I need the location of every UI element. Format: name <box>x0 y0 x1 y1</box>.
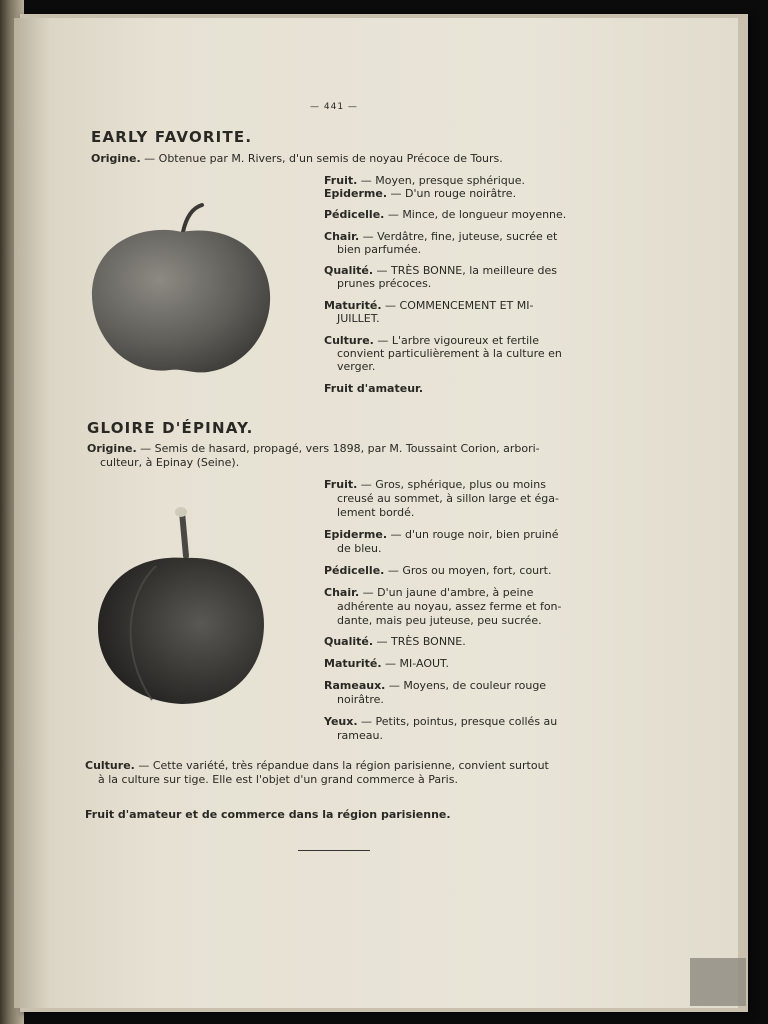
s2-chair <box>324 586 533 600</box>
s2-yeux <box>324 715 557 729</box>
s1-closing: Fruit d'amateur. <box>324 382 424 395</box>
s1-culture-cont: convient particulièrement à la culture en <box>337 347 562 360</box>
section-title-gloire-depinay: GLOIRE D'ÉPINAY. <box>87 419 254 437</box>
s2-culture <box>85 759 549 773</box>
s2-maturite-label: Maturité. <box>324 657 382 670</box>
s2-chair-text: — D'un jaune d'ambre, à peine <box>359 586 534 599</box>
s1-fruit <box>324 174 525 188</box>
closing-rule <box>298 850 370 851</box>
s2-culture-text: — Cette variété, très répandue dans la région parisienne, convient surtout <box>134 759 549 772</box>
s2-pedicelle-text: — Gros ou moyen, fort, court. <box>384 564 552 577</box>
s1-maturite-text: — COMMENCEMENT ET MI- <box>381 299 534 312</box>
s1-origine <box>91 152 503 166</box>
s2-origine-label: Origine. <box>87 442 137 455</box>
s1-origine-label: Origine. <box>91 152 141 165</box>
s2-epiderme <box>324 528 559 542</box>
s1-chair-text: — Verdâtre, fine, juteuse, sucrée et <box>359 230 558 243</box>
s1-maturite-label: Maturité. <box>324 299 382 312</box>
s2-chair-cont2: dante, mais peu juteuse, peu sucrée. <box>337 614 542 627</box>
s1-qualite-text: — TRÈS BONNE, la meilleure des <box>373 264 557 277</box>
s1-culture-cont2: verger. <box>337 360 376 373</box>
s2-fruit <box>324 478 546 492</box>
s2-pedicelle-label: Pédicelle. <box>324 564 385 577</box>
s2-chair-label: Chair. <box>324 586 360 599</box>
s1-maturite-cont: JUILLET. <box>337 312 380 325</box>
s2-origine-text: — Semis de hasard, propagé, vers 1898, par M. Toussaint Corion, arbori- <box>136 442 540 455</box>
s1-culture-text: — L'arbre vigoureux et fertile <box>373 334 539 347</box>
s1-qualite-label: Qualité. <box>324 264 374 277</box>
page-number: — 441 — <box>310 102 358 112</box>
s1-chair-cont: bien parfumée. <box>337 243 422 256</box>
s2-rameaux-text: — Moyens, de couleur rouge <box>385 679 547 692</box>
s2-pedicelle <box>324 564 551 578</box>
s1-epiderme <box>324 187 516 201</box>
s2-qualite-text: — TRÈS BONNE. <box>373 635 466 648</box>
book-page <box>14 18 738 1008</box>
s1-chair <box>324 230 557 244</box>
s2-origine-cont: culteur, à Epinay (Seine). <box>100 456 240 469</box>
s1-pedicelle <box>324 208 566 222</box>
s2-epiderme-text: — d'un rouge noir, bien pruiné <box>387 528 559 541</box>
s2-fruit-cont2: lement bordé. <box>337 506 415 519</box>
s2-rameaux <box>324 679 546 693</box>
s1-fruit-label: Fruit. <box>324 174 358 187</box>
s1-maturite <box>324 299 533 313</box>
s2-qualite <box>324 635 466 649</box>
s2-origine <box>87 442 540 456</box>
s1-epiderme-label: Epiderme. <box>324 187 388 200</box>
s1-fruit-text: — Moyen, presque sphérique. <box>357 174 525 187</box>
s2-maturite <box>324 657 449 671</box>
s2-culture-label: Culture. <box>85 759 135 772</box>
s1-origine-text: — Obtenue par M. Rivers, d'un semis de noyau Précoce de Tours. <box>140 152 503 165</box>
s2-culture-cont: à la culture sur tige. Elle est l'objet d'un grand commerce à Paris. <box>98 773 458 786</box>
page-corner-shadow <box>690 958 746 1006</box>
s2-fruit-cont: creusé au sommet, à sillon large et éga- <box>337 492 559 505</box>
s1-epiderme-text: — D'un rouge noirâtre. <box>387 187 517 200</box>
section-title-early-favorite: EARLY FAVORITE. <box>91 128 253 146</box>
s2-rameaux-cont: noirâtre. <box>337 693 384 706</box>
s1-chair-label: Chair. <box>324 230 360 243</box>
s2-epiderme-label: Epiderme. <box>324 528 388 541</box>
s1-qualite-cont: prunes précoces. <box>337 277 432 290</box>
s2-rameaux-label: Rameaux. <box>324 679 386 692</box>
s2-closing: Fruit d'amateur et de commerce dans la région parisienne. <box>85 808 451 821</box>
s2-yeux-cont: rameau. <box>337 729 383 742</box>
s2-yeux-label: Yeux. <box>324 715 358 728</box>
s1-pedicelle-label: Pédicelle. <box>324 208 385 221</box>
s2-chair-cont: adhérente au noyau, assez ferme et fon- <box>337 600 562 613</box>
s2-yeux-text: — Petits, pointus, presque collés au <box>357 715 558 728</box>
s1-culture <box>324 334 539 348</box>
s2-fruit-label: Fruit. <box>324 478 358 491</box>
s1-qualite <box>324 264 557 278</box>
plum-illustration-gloire-depinay <box>96 504 268 708</box>
s2-epiderme-cont: de bleu. <box>337 542 382 555</box>
s2-maturite-text: — MI-AOUT. <box>381 657 449 670</box>
s1-culture-label: Culture. <box>324 334 374 347</box>
s1-pedicelle-text: — Mince, de longueur moyenne. <box>384 208 567 221</box>
s2-qualite-label: Qualité. <box>324 635 374 648</box>
plum-illustration-early-favorite <box>88 198 274 378</box>
s2-fruit-text: — Gros, sphérique, plus ou moins <box>357 478 546 491</box>
